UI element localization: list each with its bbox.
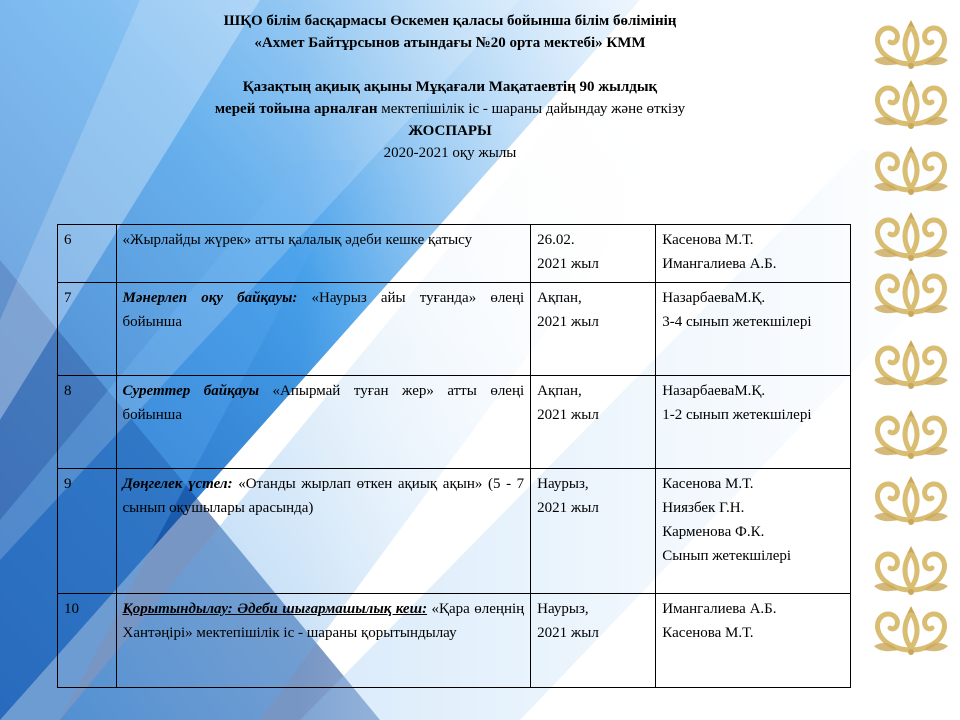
ornament-icon [868, 206, 954, 262]
responsible-person: 3-4 сынып жетекшілері [662, 314, 812, 330]
responsible-person: Ниязбек Г.Н. [662, 500, 745, 516]
row-number: 7 [58, 283, 117, 376]
date-line: 2021 жыл [537, 500, 599, 516]
responsible-cell [656, 469, 851, 594]
responsible-cell [656, 594, 851, 688]
event-cell [116, 594, 531, 688]
date-line: 26.02. [537, 232, 575, 248]
date-cell [531, 469, 656, 594]
date-line: 2021 жыл [537, 314, 599, 330]
table-row [58, 594, 851, 688]
date-line: Ақпан, [537, 383, 582, 399]
date-cell [531, 376, 656, 469]
table-row [58, 225, 851, 283]
ornament-icon [868, 540, 954, 596]
responsible-cell [656, 376, 851, 469]
ornament-icon [868, 404, 954, 460]
row-number: 9 [58, 469, 117, 594]
date-line: Наурыз, [537, 601, 589, 617]
date-cell [531, 594, 656, 688]
responsible-cell [656, 225, 851, 283]
date-cell [531, 283, 656, 376]
header-subtitle-rest: мектепішілік іс - шараны дайындау және өткізу [381, 101, 686, 117]
header-subtitle [40, 98, 860, 120]
responsible-person: НазарбаеваМ.Қ. [662, 383, 766, 399]
ornament-icon [868, 74, 954, 130]
responsible-person: 1-2 сынып жетекшілері [662, 407, 812, 423]
header-organization: ШҚО білім басқармасы Өскемен қаласы бойынша білім бөлімінің [223, 13, 677, 29]
header-school-name: «Ахмет Байтұрсынов атындағы №20 орта мектебі» КММ [254, 35, 646, 51]
ornament-icon [868, 470, 954, 526]
date-cell [531, 225, 656, 283]
event-cell [116, 225, 531, 283]
responsible-person: Сынып жетекшілері [662, 548, 792, 564]
event-lead: Суреттер байқауы [122, 383, 260, 399]
event-description: «Қара өлеңнің Хантәңірі» мектепішілік іс - шараны қорытындылау [122, 601, 525, 641]
event-lead: Қорытындылау: Әдеби шығармашылық кеш: [122, 601, 428, 617]
table-row [58, 283, 851, 376]
responsible-person: Карменова Ф.К. [662, 524, 765, 540]
ornament-icon [868, 600, 954, 656]
date-line: Наурыз, [537, 476, 589, 492]
responsible-person: НазарбаеваМ.Қ. [662, 290, 766, 306]
document-header [40, 10, 860, 164]
event-description: «Наурыз айы туғанда» өлеңі бойынша [122, 290, 525, 330]
header-school-year: 2020-2021 оқу жылы [383, 145, 517, 161]
event-cell [116, 469, 531, 594]
event-description: «Апырмай туған жер» атты өлеңі бойынша [122, 383, 525, 423]
ornament-icon [868, 140, 954, 196]
event-cell [116, 376, 531, 469]
event-description: «Отанды жырлап өткен ақиық ақын» (5 - 7 сынып оқушылары арасында) [122, 476, 525, 516]
ornament-icon [868, 262, 954, 318]
responsible-person: Касенова М.Т. [662, 476, 754, 492]
date-line: Ақпан, [537, 290, 582, 306]
date-line: 2021 жыл [537, 256, 599, 272]
ornament-icon [868, 14, 954, 70]
event-cell [116, 283, 531, 376]
header-subtitle-bold: мерей тойына арналған [214, 101, 378, 117]
responsible-person: Касенова М.Т. [662, 232, 754, 248]
header-event-title: Қазақтың ақиық ақыны Мұқағали Мақатаевтің 90 жылдық [242, 79, 658, 95]
ornament-icon [868, 334, 954, 390]
table-row [58, 376, 851, 469]
plan-table [57, 224, 851, 688]
date-line: 2021 жыл [537, 625, 599, 641]
responsible-person: Имангалиева А.Б. [662, 256, 777, 272]
row-number: 10 [58, 594, 117, 688]
date-line: 2021 жыл [537, 407, 599, 423]
row-number: 6 [58, 225, 117, 283]
responsible-person: Касенова М.Т. [662, 625, 754, 641]
table-row [58, 469, 851, 594]
event-description: «Жырлайды жүрек» атты қалалық әдеби кешке қатысу [122, 232, 473, 248]
header-plan-label: ЖОСПАРЫ [408, 123, 492, 139]
event-lead: Дөңгелек үстел: [122, 476, 233, 492]
row-number: 8 [58, 376, 117, 469]
event-lead: Мәнерлеп оқу байқауы: [122, 290, 298, 306]
responsible-person: Имангалиева А.Б. [662, 601, 777, 617]
responsible-cell [656, 283, 851, 376]
